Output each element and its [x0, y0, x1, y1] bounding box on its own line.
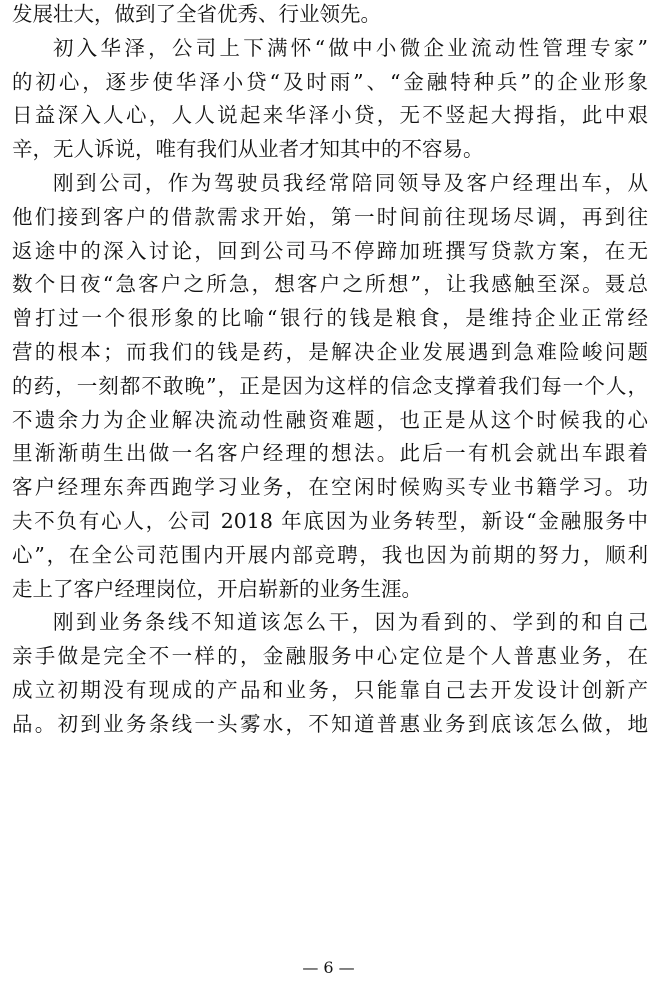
text-line: 的初心，逐步使华泽小贷“及时雨”、“金融特种兵”的企业形象 [12, 69, 648, 94]
paragraph-2 [12, 32, 648, 167]
text-line: 营的根本；而我们的钱是药，是解决企业发展遇到急难险峻问题 [12, 339, 648, 364]
text-line: 成立初期没有现成的产品和业务，只能靠自己去开发设计创新产 [12, 677, 648, 702]
text-line: 夫不负有心人，公司 2018 年底因为业务转型，新设“金融服务中 [12, 508, 648, 533]
text-line: 里渐渐萌生出做一名客户经理的想法。此后一有机会就出车跟着 [12, 441, 648, 466]
text-line: 刚到公司，作为驾驶员我经常陪同领导及客户经理出车，从 [53, 170, 648, 195]
text-line: 心”，在全公司范围内开展内部竞聘，我也因为前期的努力，顺利 [12, 542, 648, 567]
text-line: 初入华泽，公司上下满怀“做中小微企业流动性管理专家” [53, 35, 648, 60]
text-line: 数个日夜“急客户之所急，想客户之所想”，让我感触至深。聂总 [12, 272, 648, 297]
text-line: 的药，一刻都不敢晚”，正是因为这样的信念支撑着我们每一个人， [12, 373, 648, 398]
text-line: 他们接到客户的借款需求开始，第一时间前往现场尽调，再到往 [12, 204, 648, 229]
text-line: 不遗余力为企业解决流动性融资难题，也正是从这个时候我的心 [12, 407, 648, 432]
text-line: 辛，无人诉说，唯有我们从业者才知其中的不容易。 [12, 137, 484, 162]
text-line: 亲手做是完全不一样的，金融服务中心定位是个人普惠业务，在 [12, 644, 648, 669]
page-number: — 6 — [302, 958, 355, 977]
text-line: 日益深入人心，人人说起来华泽小贷，无不竖起大拇指，此中艰 [12, 103, 648, 128]
text-line: 品。初到业务条线一头雾水，不知道普惠业务到底该怎么做，地 [12, 711, 648, 736]
text-line: 发展壮大，做到了全省优秀、行业领先。 [12, 2, 381, 26]
text-line: 曾打过一个很形象的比喻“银行的钱是粮食，是维持企业正常经 [12, 306, 648, 331]
text-line: 返途中的深入讨论，回到公司马不停蹄加班撰写贷款方案，在无 [12, 238, 648, 263]
paragraph-3 [12, 167, 648, 606]
body-text [12, 0, 648, 742]
text-line: 走上了客户经理岗位，开启崭新的业务生涯。 [12, 576, 422, 601]
paragraph-4 [12, 606, 648, 741]
paragraph-1 [12, 0, 648, 32]
text-line: 客户经理东奔西跑学习业务，在空闲时候购买专业书籍学习。功 [12, 475, 648, 500]
text-line: 刚到业务条线不知道该怎么干，因为看到的、学到的和自己 [53, 610, 648, 635]
